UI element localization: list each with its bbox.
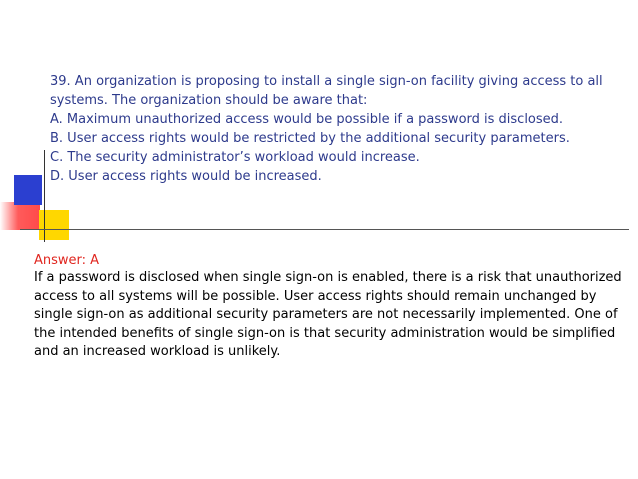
question-stem-line-1: 39. An organization is proposing to install a single sign-on facility giving access to all: [50, 74, 603, 89]
option-c: C. The security administrator’s workload would increase.: [50, 150, 420, 165]
option-a: A. Maximum unauthorized access would be possible if a password is disclosed.: [50, 112, 564, 127]
explanation-line: If a password is disclosed when single sign-on is enabled, there is a risk that unauthorized: [34, 270, 622, 285]
answer-explanation: [34, 269, 624, 362]
explanation-line: and an increased workload is unlikely.: [34, 344, 281, 359]
decorative-red-block: [0, 202, 40, 230]
decorative-blue-square: [14, 175, 42, 205]
explanation-line: the intended benefits of single sign-on is that security administration would be simplified: [34, 325, 616, 341]
question-block: [50, 72, 610, 186]
explanation-line: single sign-on as additional security parameters are not necessarily implemented. One of: [34, 307, 618, 322]
option-d: D. User access rights would be increased.: [50, 169, 322, 184]
answer-heading: Answer: A: [34, 253, 100, 268]
decorative-horizontal-rule: [20, 229, 629, 230]
question-stem-line-2: systems. The organization should be aware that:: [50, 93, 368, 108]
explanation-line: access to all systems will be possible. User access rights should remain unchanged by: [34, 288, 597, 304]
option-b: B. User access rights would be restricted by the additional security parameters.: [50, 131, 570, 146]
